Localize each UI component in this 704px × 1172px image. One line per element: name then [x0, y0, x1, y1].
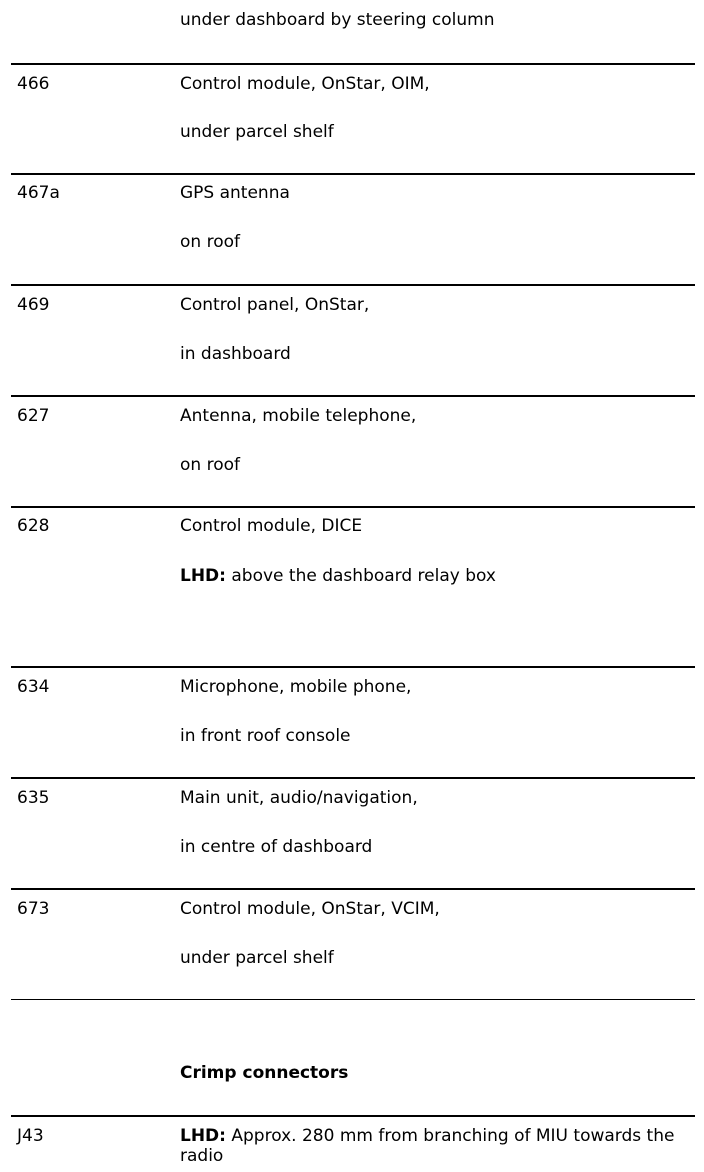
connector-code: J43 — [17, 1126, 44, 1146]
component-code: 627 — [17, 406, 50, 426]
component-name: Antenna, mobile telephone, — [180, 406, 417, 426]
connector-location — [180, 1126, 695, 1166]
component-location — [180, 566, 496, 586]
component-location: in dashboard — [180, 344, 291, 364]
row-divider — [11, 888, 695, 890]
lhd-label: LHD: — [180, 1126, 226, 1146]
component-name: Main unit, audio/navigation, — [180, 788, 418, 808]
row-divider — [11, 395, 695, 397]
continuation-text: under dashboard by steering column — [180, 10, 495, 30]
location-text: Approx. 280 mm from branching of MIU towards the radio — [180, 1126, 675, 1166]
component-code: 673 — [17, 899, 50, 919]
row-divider — [11, 506, 695, 508]
section-heading: Crimp connectors — [180, 1063, 349, 1083]
row-divider — [11, 1115, 695, 1117]
row-divider — [11, 777, 695, 779]
component-name: Control module, DICE — [180, 516, 363, 536]
row-divider — [11, 173, 695, 175]
table-end-divider — [11, 999, 695, 1000]
component-name: Microphone, mobile phone, — [180, 677, 412, 697]
component-name: Control module, OnStar, OIM, — [180, 74, 430, 94]
component-code: 466 — [17, 74, 50, 94]
component-location: on roof — [180, 455, 240, 475]
component-code: 469 — [17, 295, 50, 315]
component-code: 628 — [17, 516, 50, 536]
component-code: 467a — [17, 183, 60, 203]
component-location: under parcel shelf — [180, 122, 334, 142]
component-location: in front roof console — [180, 726, 351, 746]
location-text: above the dashboard relay box — [225, 566, 496, 586]
component-code: 634 — [17, 677, 50, 697]
row-divider — [11, 666, 695, 668]
component-location: on roof — [180, 232, 240, 252]
component-location: in centre of dashboard — [180, 837, 373, 857]
row-divider — [11, 284, 695, 286]
component-code: 635 — [17, 788, 50, 808]
lhd-label: LHD: — [180, 566, 226, 586]
row-divider — [11, 63, 695, 65]
component-name: Control panel, OnStar, — [180, 295, 370, 315]
component-name: GPS antenna — [180, 183, 290, 203]
component-name: Control module, OnStar, VCIM, — [180, 899, 440, 919]
component-location: under parcel shelf — [180, 948, 334, 968]
